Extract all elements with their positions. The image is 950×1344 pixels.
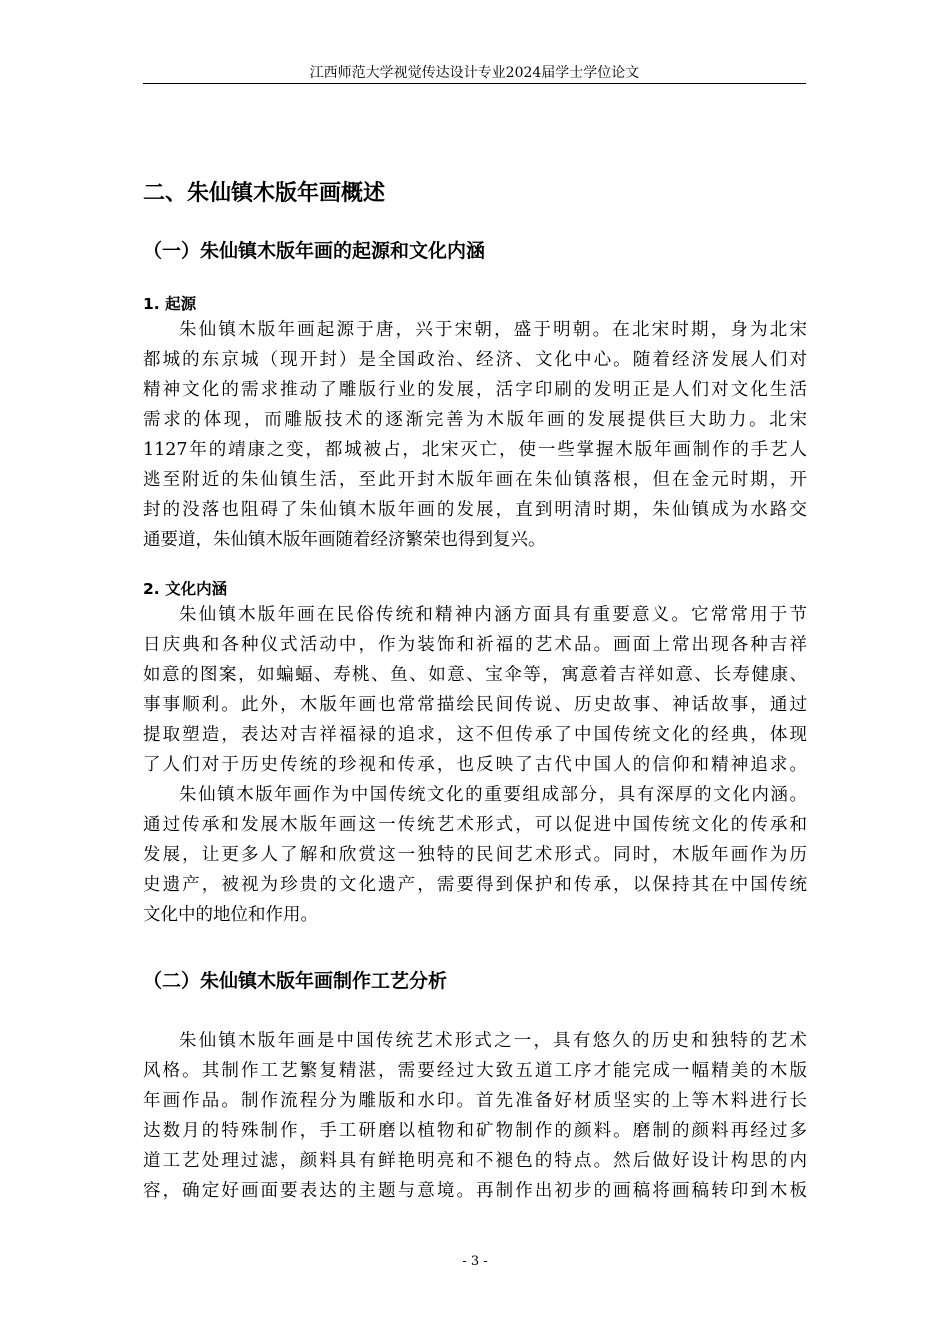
culture-paragraph-1 [143, 600, 807, 780]
page-number: - 3 - [462, 1254, 488, 1269]
text-line: 都城的东京城（现开封）是全国政治、经济、文化中心。随着经济发展人们对 [143, 350, 807, 370]
running-header: 江西师范大学视觉传达设计专业2024届学士学位论文 [143, 64, 806, 84]
text-line: 发展，让更多人了解和欣赏这一独特的民间艺术形式。同时，木版年画作为历 [143, 845, 807, 865]
chapter-title: 二、朱仙镇木版年画概述 [143, 181, 386, 206]
text-line: 朱仙镇木版年画起源于唐，兴于宋朝，盛于明朝。在北宋时期，身为北宋 [179, 320, 807, 340]
text-line: 达数月的特殊制作，手工研磨以植物和矿物制作的颜料。磨制的颜料再经过多 [143, 1121, 807, 1141]
text-line: 提取塑造，表达对吉祥福禄的追求，这不但传承了中国传统文化的经典，体现 [143, 725, 807, 745]
origin-paragraph [143, 315, 807, 555]
craft-paragraph [143, 1026, 807, 1206]
text-line: 需求的体现，而雕版技术的逐渐完善为木版年画的发展提供巨大助力。北宋 [143, 410, 807, 430]
section-1-heading: （一）朱仙镇木版年画的起源和文化内涵 [143, 240, 486, 262]
text-line: 容，确定好画面要表达的主题与意境。再制作出初步的画稿将画稿转印到木板 [143, 1181, 807, 1201]
culture-paragraph-2 [143, 780, 807, 930]
text-line: 精神文化的需求推动了雕版行业的发展，活字印刷的发明正是人们对文化生活 [143, 380, 807, 400]
text-line: 逃至附近的朱仙镇生活，至此开封木版年画在朱仙镇落根，但在金元时期，开 [143, 470, 807, 490]
text-line: 朱仙镇木版年画是中国传统艺术形式之一，具有悠久的历史和独特的艺术 [179, 1031, 807, 1051]
text-line: 年画作品。制作流程分为雕版和水印。首先准备好材质坚实的上等木料进行长 [143, 1091, 807, 1111]
text-line: 事事顺利。此外，木版年画也常常描绘民间传说、历史故事、神话故事，通过 [143, 695, 807, 715]
text-line: 如意的图案，如蝙蝠、寿桃、鱼、如意、宝伞等，寓意着吉祥如意、长寿健康、 [143, 665, 807, 685]
text-line: 文化中的地位和作用。 [143, 905, 318, 925]
text-line: 道工艺处理过滤，颜料具有鲜艳明亮和不褪色的特点。然后做好设计构思的内 [143, 1151, 807, 1171]
section-2-heading: （二）朱仙镇木版年画制作工艺分析 [143, 970, 448, 992]
text-line: 朱仙镇木版年画在民俗传统和精神内涵方面具有重要意义。它常常用于节 [179, 605, 807, 625]
text-line: 朱仙镇木版年画作为中国传统文化的重要组成部分，具有深厚的文化内涵。 [179, 785, 807, 805]
subsection-culture-heading: 2. 文化内涵 [143, 580, 228, 598]
text-line: 了人们对于历史传统的珍视和传承，也反映了古代中国人的信仰和精神追求。 [143, 755, 807, 775]
text-line: 封的没落也阻碍了朱仙镇木版年画的发展，直到明清时期，朱仙镇成为水路交 [143, 500, 807, 520]
text-line: 史遗产，被视为珍贵的文化遗产，需要得到保护和传承，以保持其在中国传统 [143, 875, 807, 895]
text-line: 风格。其制作工艺繁复精湛，需要经过大致五道工序才能完成一幅精美的木版 [143, 1061, 807, 1081]
text-line: 1127年的靖康之变，都城被占，北宋灭亡，使一些掌握木版年画制作的手艺人 [143, 440, 807, 460]
text-line: 通过传承和发展木版年画这一传统艺术形式，可以促进中国传统文化的传承和 [143, 815, 807, 835]
text-line: 日庆典和各种仪式活动中，作为装饰和祈福的艺术品。画面上常出现各种吉祥 [143, 635, 807, 655]
text-line: 通要道，朱仙镇木版年画随着经济繁荣也得到复兴。 [143, 530, 546, 550]
subsection-origin-heading: 1. 起源 [143, 295, 197, 313]
